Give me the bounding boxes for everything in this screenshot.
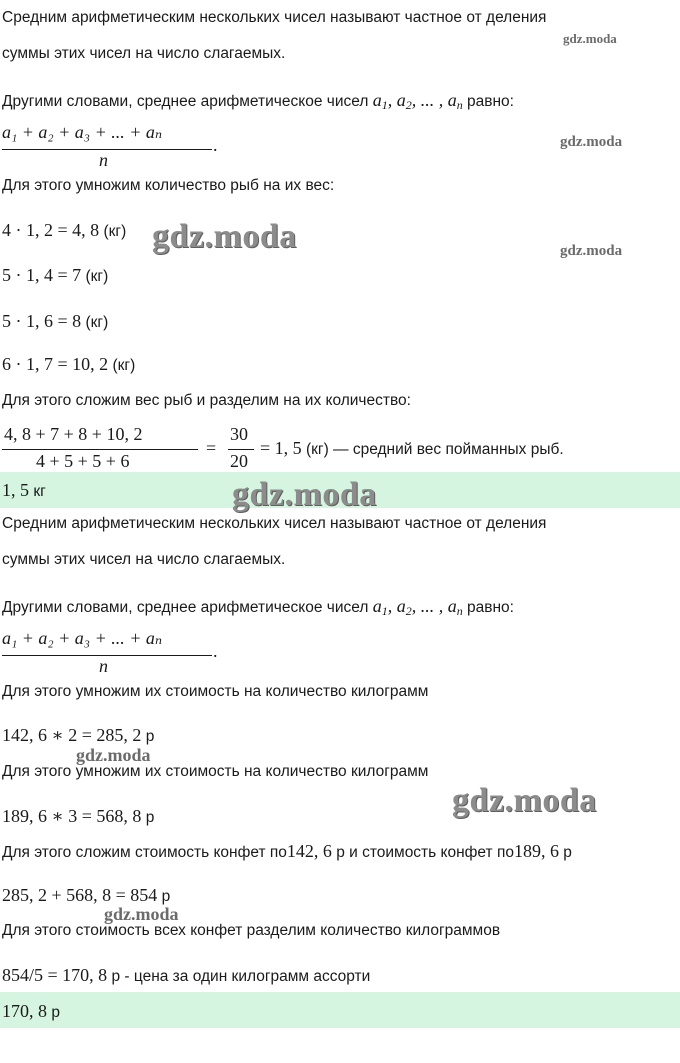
definition-line-1: Средним арифметическим нескольких чисел называют частное от деления: [2, 9, 547, 26]
answer-box-2: [0, 992, 680, 1028]
mean-formula-denominator-b: n: [99, 656, 108, 676]
answer-1: 1, 5 кг: [2, 480, 46, 500]
other-words-line-b: Другими словами, среднее арифметическое чисел $a_1$, $a_2$, ... , $a_n$ равно:: [2, 596, 514, 618]
step1-expression: 142, 6 ∗ 2 = 285, 2 р: [2, 725, 155, 745]
other-words-line: [2, 90, 514, 115]
sum-intro: Для этого сложим вес рыб и разделим на их количество:: [2, 392, 411, 409]
step3-expression: 285, 2 + 568, 8 = 854 р: [2, 885, 171, 905]
equals-word: равно:: [467, 93, 514, 110]
step2-intro: Для этого умножим их стоимость на количество килограмм: [2, 763, 429, 780]
mean-formula-numerator-b: a₁ + a₂ + a₃ + ... + aₙ: [2, 628, 163, 648]
definition-line-1b: Средним арифметическим нескольких чисел называют частное от деления: [2, 515, 547, 532]
watermark: gdz.moda: [560, 243, 623, 259]
mean-formula-denominator: n: [99, 150, 108, 170]
formula-period-b: .: [213, 641, 218, 661]
step4-expression: 854/5 = 170, 8 р - цена за один килограмм ассорти: [2, 965, 371, 985]
other-words-text: Другими словами, среднее арифметическое чисел: [2, 93, 369, 110]
watermark: gdz.moda: [104, 904, 179, 924]
big-fraction-denominator: 4 + 5 + 5 + 6: [36, 451, 130, 471]
watermark-large: gdz.moda: [152, 218, 297, 255]
definition-line-2: суммы этих чисел на число слагаемых.: [2, 45, 286, 62]
product-line-4: 6 · 1, 7 = 10, 2 (кг): [2, 354, 136, 374]
product-line-3: 5 · 1, 6 = 8 (кг): [2, 311, 109, 331]
equals-sign: =: [206, 438, 217, 458]
product-line-1: 4 · 1, 2 = 4, 8 (кг): [2, 220, 127, 240]
formula-period: .: [213, 135, 218, 155]
terms-sequence-b: $a_1$, $a_2$, ... , $a_n$: [372, 596, 463, 618]
step-intro: Для этого умножим количество рыб на их вес:: [2, 177, 335, 194]
mean-formula-numerator: a₁ + a₂ + a₃ + ... + aₙ: [2, 122, 163, 142]
watermark-large: gdz.moda: [232, 476, 377, 513]
answer-2: 170, 8 р: [2, 1001, 60, 1021]
watermark: gdz.moda: [560, 134, 623, 150]
result-line: = 1, 5 (кг) — средний вес пойманных рыб.: [260, 438, 564, 458]
definition-line-2b: суммы этих чисел на число слагаемых.: [2, 551, 286, 568]
step2-expression: 189, 6 ∗ 3 = 568, 8 р: [2, 806, 155, 826]
watermark: gdz.moda: [563, 31, 617, 46]
step3-intro: Для этого сложим стоимость конфет по142, 6 р и стоимость конфет по189, 6 р: [2, 841, 572, 861]
big-fraction-numerator: 4, 8 + 7 + 8 + 10, 2: [4, 424, 143, 444]
watermark: gdz.moda: [76, 745, 151, 765]
small-fraction-numerator: 30: [230, 424, 248, 444]
big-fraction-bar: [2, 449, 198, 450]
step1-intro: Для этого умножим их стоимость на количество килограмм: [2, 683, 429, 700]
step4-intro: Для этого стоимость всех конфет разделим количество килограммов: [2, 922, 501, 939]
small-fraction-bar: [228, 449, 254, 450]
terms-sequence: $a_1$, $a_2$, ... , $a_n$: [372, 90, 463, 112]
product-line-2: 5 · 1, 4 = 7 (кг): [2, 265, 109, 285]
watermark-large: gdz.moda: [452, 782, 597, 819]
small-fraction-denominator: 20: [230, 451, 248, 471]
